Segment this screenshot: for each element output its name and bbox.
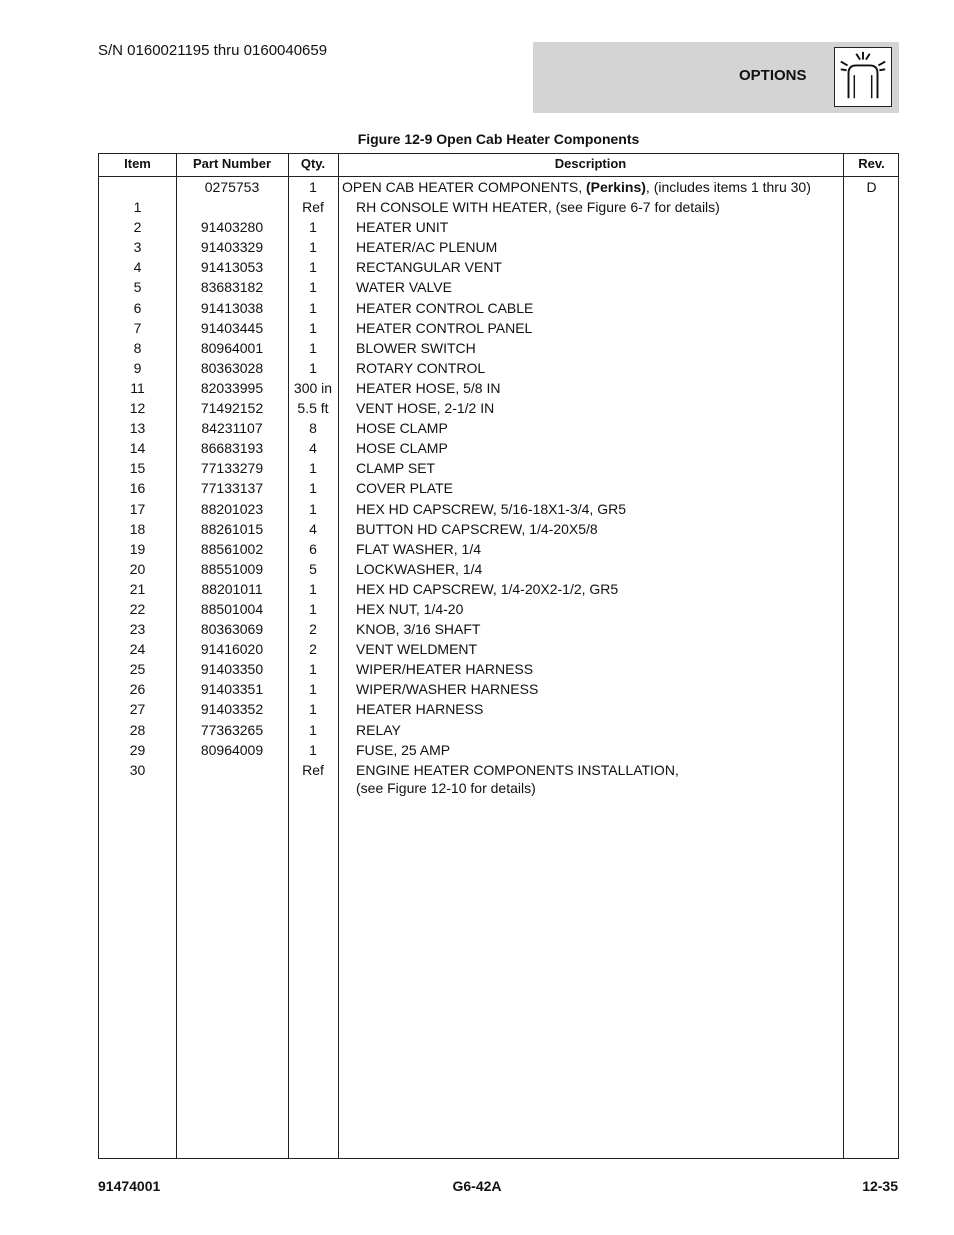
part-number: 91413053 xyxy=(200,259,264,276)
table-row xyxy=(99,760,898,800)
table-row xyxy=(99,378,898,398)
item-number: 1 xyxy=(133,199,142,216)
description xyxy=(356,660,856,678)
part-number: 80964001 xyxy=(200,339,264,356)
quantity: 1 xyxy=(309,741,317,758)
item-number: 9 xyxy=(133,359,142,376)
quantity: 1 xyxy=(309,359,317,376)
description xyxy=(356,238,856,256)
section-label: OPTIONS xyxy=(739,67,807,84)
quantity: 1 xyxy=(309,580,317,597)
description-text: RELAY xyxy=(356,721,401,738)
quantity: 5.5 ft xyxy=(297,400,329,417)
description-text: HEATER CONTROL PANEL xyxy=(356,319,533,336)
part-number: 91403329 xyxy=(200,239,264,256)
description-text: ENGINE HEATER COMPONENTS INSTALLATION, xyxy=(356,761,679,778)
quantity: 1 xyxy=(309,219,317,236)
description xyxy=(356,600,856,618)
quantity: 6 xyxy=(309,540,317,557)
table-row xyxy=(99,318,898,338)
table-row xyxy=(99,257,898,277)
description-text: COVER PLATE xyxy=(356,480,453,497)
part-number: 84231107 xyxy=(201,420,263,437)
part-number: 88501004 xyxy=(200,600,264,617)
description-text: FLAT WASHER, 1/4 xyxy=(356,540,481,557)
description xyxy=(356,500,856,518)
item-number: 2 xyxy=(133,219,142,236)
description-text: RECTANGULAR VENT xyxy=(356,259,502,276)
part-number: 80964009 xyxy=(200,741,264,758)
description xyxy=(356,359,856,377)
description xyxy=(356,198,856,216)
description xyxy=(356,580,856,598)
item-number: 11 xyxy=(130,379,145,396)
description xyxy=(356,278,856,296)
item-number: 18 xyxy=(129,520,146,537)
table-row xyxy=(99,599,898,619)
item-number: 13 xyxy=(129,420,146,437)
description-text: BLOWER SWITCH xyxy=(356,339,476,356)
quantity: 2 xyxy=(309,621,317,638)
quantity: 1 xyxy=(309,460,317,477)
quantity: 1 xyxy=(309,681,317,698)
description xyxy=(356,540,856,558)
quantity: 1 xyxy=(309,339,317,356)
quantity: 300 in xyxy=(293,379,333,396)
quantity: 1 xyxy=(309,279,317,296)
description xyxy=(356,459,856,477)
item-number: 28 xyxy=(129,721,146,738)
description xyxy=(356,299,856,317)
quantity: 1 xyxy=(309,721,317,738)
item-number: 25 xyxy=(129,661,146,678)
item-number: 17 xyxy=(129,500,146,517)
table-row xyxy=(99,398,898,418)
quantity: 5 xyxy=(309,560,317,577)
description-text: KNOB, 3/16 SHAFT xyxy=(356,621,481,638)
description xyxy=(356,560,856,578)
description xyxy=(356,439,856,457)
table-row xyxy=(99,559,898,579)
item-number: 3 xyxy=(133,239,142,256)
description xyxy=(356,640,856,658)
part-number: 91403352 xyxy=(200,701,264,718)
table-row xyxy=(99,699,898,719)
table-row xyxy=(99,458,898,478)
item-number: 7 xyxy=(133,319,142,336)
description xyxy=(356,218,856,236)
description-text: OPEN CAB HEATER COMPONENTS, xyxy=(342,179,586,195)
description xyxy=(356,479,856,497)
part-number: 91403280 xyxy=(200,219,264,236)
item-number: 4 xyxy=(133,259,142,276)
part-number: 80363069 xyxy=(200,621,264,638)
part-number: 86683193 xyxy=(200,440,264,457)
table-row xyxy=(99,579,898,599)
part-number: 88551009 xyxy=(200,560,264,577)
table-row xyxy=(99,358,898,378)
part-number: 82033995 xyxy=(200,379,264,396)
part-number: 91403350 xyxy=(200,661,264,678)
part-number: 91403351 xyxy=(200,681,264,698)
part-number: 83683182 xyxy=(200,279,264,296)
item-number: 23 xyxy=(129,621,146,638)
quantity: Ref xyxy=(302,199,324,216)
footer-model: G6-42A xyxy=(452,1178,502,1194)
description xyxy=(356,620,856,638)
table-row xyxy=(99,539,898,559)
item-number: 26 xyxy=(129,681,146,698)
table-row xyxy=(99,237,898,257)
item-number: 8 xyxy=(133,339,142,356)
table-row xyxy=(99,438,898,458)
description-text: HEX HD CAPSCREW, 1/4-20X2-1/2, GR5 xyxy=(356,580,619,597)
description xyxy=(356,700,856,718)
table-row xyxy=(99,740,898,760)
part-number: 88261015 xyxy=(200,520,264,537)
table-row xyxy=(99,217,898,237)
quantity: 2 xyxy=(309,641,317,658)
description-text: HEATER CONTROL CABLE xyxy=(356,299,534,316)
item-number: 20 xyxy=(129,560,146,577)
quantity: 4 xyxy=(309,520,317,537)
part-number: 71492152 xyxy=(200,400,264,417)
quantity: 1 xyxy=(309,299,317,316)
part-number: 88201023 xyxy=(200,500,264,517)
part-number: 91416020 xyxy=(200,641,264,658)
column-header-description: Description xyxy=(554,156,627,171)
description xyxy=(356,399,856,417)
revision: D xyxy=(866,179,877,195)
table-row xyxy=(99,619,898,639)
table-row xyxy=(99,418,898,438)
quantity: 8 xyxy=(309,420,317,437)
part-number: 91413038 xyxy=(200,299,264,316)
description-text-continued: (see Figure 12-10 for details) xyxy=(356,779,536,796)
parts-table xyxy=(98,153,899,1159)
section-header xyxy=(533,42,899,113)
description-text: HEATER HOSE, 5/8 IN xyxy=(356,379,501,396)
quantity: 1 xyxy=(309,259,317,276)
description-text: HEX HD CAPSCREW, 5/16-18X1-3/4, GR5 xyxy=(356,500,626,517)
description-text: RH CONSOLE WITH HEATER, (see Figure 6-7 for details) xyxy=(356,199,720,216)
description xyxy=(356,379,856,397)
column-header-qty: Qty. xyxy=(300,156,326,171)
footer-part-number: 91474001 xyxy=(98,1178,161,1194)
item-number: 22 xyxy=(129,600,146,617)
description xyxy=(356,680,856,698)
item-number: 29 xyxy=(129,741,146,758)
table-row xyxy=(99,659,898,679)
part-number: 88201011 xyxy=(201,580,263,597)
part-number: 80363028 xyxy=(200,359,264,376)
table-row xyxy=(99,277,898,297)
heater-seat-icon xyxy=(834,47,892,107)
item-number: 14 xyxy=(129,440,146,457)
description-text: CLAMP SET xyxy=(356,460,436,477)
description-text: WIPER/HEATER HARNESS xyxy=(356,661,534,678)
column-header-rev: Rev. xyxy=(858,156,885,171)
item-number: 19 xyxy=(129,540,146,557)
description xyxy=(356,721,856,739)
part-number: 77133279 xyxy=(200,460,264,477)
table-row xyxy=(99,499,898,519)
table-row xyxy=(99,298,898,318)
item-number: 30 xyxy=(129,761,146,778)
table-row xyxy=(99,720,898,740)
table-row xyxy=(99,639,898,659)
description xyxy=(356,258,856,276)
part-number: 91403445 xyxy=(200,319,264,336)
item-number: 6 xyxy=(133,299,142,316)
table-row xyxy=(99,197,898,217)
description xyxy=(356,520,856,538)
description-text: VENT HOSE, 2-1/2 IN xyxy=(356,400,495,417)
column-header-part-number: Part Number xyxy=(192,156,272,171)
item-number: 21 xyxy=(129,580,146,597)
description xyxy=(356,339,856,357)
table-row xyxy=(99,478,898,498)
description xyxy=(342,178,842,196)
footer-page-number: 12-35 xyxy=(862,1178,898,1194)
part-number: 77363265 xyxy=(200,721,264,738)
item-number: 24 xyxy=(129,641,146,658)
description-text: HEATER UNIT xyxy=(356,219,449,236)
item-number: 16 xyxy=(129,480,146,497)
description-text: LOCKWASHER, 1/4 xyxy=(356,560,483,577)
description-text: VENT WELDMENT xyxy=(356,641,478,658)
quantity: 1 xyxy=(309,600,317,617)
quantity: 1 xyxy=(309,179,317,195)
item-number: 5 xyxy=(133,279,142,296)
description-text: FUSE, 25 AMP xyxy=(356,741,451,758)
column-header-item: Item xyxy=(124,156,151,171)
description-text: HOSE CLAMP xyxy=(356,420,448,437)
description-bold: (Perkins) xyxy=(586,179,646,195)
quantity: 1 xyxy=(309,480,317,497)
description-text: HOSE CLAMP xyxy=(356,440,448,457)
description xyxy=(356,319,856,337)
table-row xyxy=(99,519,898,539)
table-row xyxy=(99,177,898,197)
quantity: 1 xyxy=(309,661,317,678)
description-text: WIPER/WASHER HARNESS xyxy=(356,681,539,698)
description xyxy=(356,741,856,759)
table-row xyxy=(99,679,898,699)
description-text: HEX NUT, 1/4-20 xyxy=(356,600,464,617)
table-row xyxy=(99,338,898,358)
item-number: 27 xyxy=(129,701,146,718)
serial-number-range: S/N 0160021195 thru 0160040659 xyxy=(98,42,328,59)
part-number: 0275753 xyxy=(204,179,260,195)
description-text: , (includes items 1 thru 30) xyxy=(645,179,811,195)
quantity: 4 xyxy=(309,440,317,457)
part-number: 88561002 xyxy=(200,540,264,557)
description-text: BUTTON HD CAPSCREW, 1/4-20X5/8 xyxy=(356,520,598,537)
quantity: 1 xyxy=(309,319,317,336)
description xyxy=(356,419,856,437)
description xyxy=(356,761,856,797)
table-body xyxy=(99,177,898,800)
description-text: HEATER HARNESS xyxy=(356,701,484,718)
description-text: WATER VALVE xyxy=(356,279,452,296)
quantity: Ref xyxy=(302,761,324,778)
figure-title: Figure 12-9 Open Cab Heater Components xyxy=(357,131,640,147)
item-number: 12 xyxy=(129,400,146,417)
description-text: HEATER/AC PLENUM xyxy=(356,239,498,256)
quantity: 1 xyxy=(309,701,317,718)
item-number: 15 xyxy=(129,460,146,477)
part-number: 77133137 xyxy=(200,480,264,497)
quantity: 1 xyxy=(309,239,317,256)
description-text: ROTARY CONTROL xyxy=(356,359,486,376)
quantity: 1 xyxy=(309,500,317,517)
